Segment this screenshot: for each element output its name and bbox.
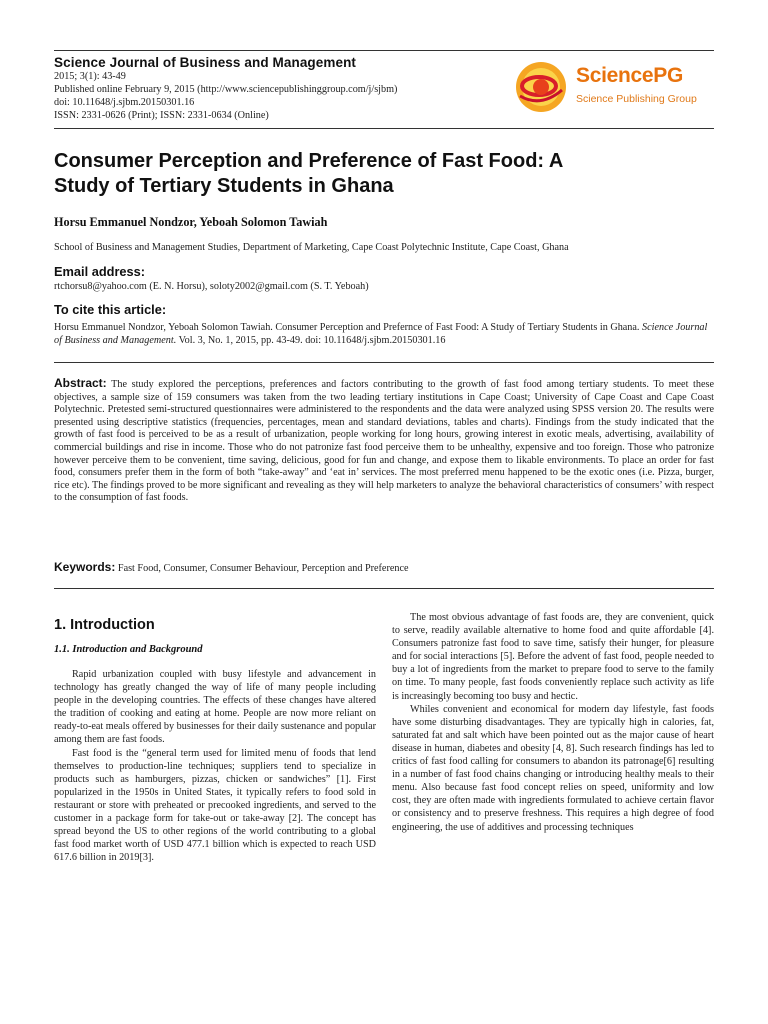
keywords-text: Fast Food, Consumer, Consumer Behaviour, Perception and Preference [117, 563, 409, 574]
paragraph: The most obvious advantage of fast foods are, they are convenient, quick to serve, readily available alternative to home food and quite affordable [4]. Consumers patronize fast food to save time, satisfy their hunger, for pleasure and for social interactions [5]. Before the advent of fast food, people needed to buy a lot of ingredients from the market to prepare food to serve to the family on time. To many people, fast foods conveniently replace such activity as life is increasingly becoming too busy and hectic. [392, 612, 714, 702]
cite-heading: To cite this article: [54, 302, 167, 317]
authors: Horsu Emmanuel Nondzor, Yeboah Solomon Tawiah [54, 215, 328, 229]
title-line-1: Consumer Perception and Preference of Fast Food: A [54, 150, 564, 172]
logo-brand: SciencePG [576, 64, 684, 87]
doi-line: doi: 10.11648/j.sjbm.20150301.16 [54, 97, 195, 108]
title-line-2: Study of Tertiary Students in Ghana [54, 175, 394, 197]
keywords [54, 560, 409, 574]
sciencepg-logo-icon [514, 60, 568, 114]
citation [54, 321, 714, 347]
keywords-bottom-rule [54, 588, 714, 589]
affiliation: School of Business and Management Studies, Department of Marketing, Cape Coast Polytechnic Institute, Cape Coast, Ghana [54, 242, 569, 253]
keywords-label: Keywords: [54, 560, 116, 574]
header-rule [54, 128, 714, 129]
section-heading: 1. Introduction [54, 617, 155, 633]
paragraph: Rapid urbanization coupled with busy lifestyle and advancement in technology has greatly changed the way of life of many people including people in the developing countries. The effects of these changes have altered the tradition of cooking and eating at home. People are now more reliant on ready-to-eat meals offered by businesses for their daily sustenance and popular among them are fast foods. [54, 669, 376, 746]
published-online: Published online February 9, 2015 (http://www.sciencepublishinggroup.com/j/sjbm) [54, 84, 398, 95]
paragraph: Whiles convenient and economical for modern day lifestyle, fast foods have some disturbing disadvantages. They are typically high in calories, fat, saturated fat and salt which have been pointed out as the major cause of heart disease in human, diabetes and obesity [4, 8]. Such research findings has led to critics of fast food calling for consumers to abandon its patronage[6] resulting in a number of fast food chains changing or introducing healthy meals to their menu. Also because fast food concept relies on speed, uniformity and low cost, they are often made with ingredients formulated to achieve certain flavor or consistency and to preserve freshness. This requires a high degree of food engineering, the use of additives and processing techniques [392, 703, 714, 833]
email-heading: Email address: [54, 264, 146, 279]
citation-text: Horsu Emmanuel Nondzor, Yeboah Solomon Tawiah. Consumer Perception and Prefernce of Fast Food: A Study of Tertiary Students in Ghana. [54, 322, 643, 333]
journal-name: Science Journal of Business and Management [54, 55, 357, 70]
issue-info: 2015; 3(1): 43-49 [54, 71, 126, 82]
right-column [392, 611, 714, 834]
abstract-top-rule [54, 362, 714, 363]
left-column [54, 668, 376, 864]
article-title [54, 149, 714, 199]
citation-journal: Science Journal of Business and Management. [54, 322, 708, 346]
abstract [54, 377, 714, 505]
citation-details: Vol. 3, No. 1, 2015, pp. 43-49. doi: 10.11648/j.sjbm.20150301.16 [176, 335, 446, 346]
abstract-text: The study explored the perceptions, preferences and factors contributing to the growth of fast food among tertiary students. To meet these objectives, a sample size of 159 consumers was taken from the two leading tertiary institutions in Cape Coast; University of Cape Coast and Cape Coast Polytechnic. Pretested semi-structured questionnaires were administered to the respondents and the data were analyzed using SPSS version 20. The results were presented using descriptive statistics (frequencies, percentages, mean and standard deviations, tables and charts). Findings from the study indicated that the growth of fast food is perceived to be as a result of urbanization, people working for long hours, growing interest in exotic meals, advertising, availability of commercial buildings and rise in income. Those who do not patronize fast food perceive them to be unhealthy, expensive and too foreign. Those who patronize however perceive them to be convenient, time saving, delicious, good for fun and change, and expose them to likable environments. To place an order for fast food, consumers prefer them in the form of both “take-away” and ‘eat in’ services. The most preferred menu happened to be the exotic ones (i.e. Pizza, burger, rice etc). The findings proved to be more significant and revealing as they will help marketers to analyze the behavioral characteristics of consumers’ with respect to the consumption of fast foods. [54, 379, 714, 504]
issn-line: ISSN: 2331-0626 (Print); ISSN: 2331-0634 (Online) [54, 110, 269, 121]
sciencepg-logo [514, 58, 714, 114]
subsection-heading: 1.1. Introduction and Background [54, 644, 203, 655]
top-rule [54, 50, 714, 51]
abstract-label: Abstract: [54, 376, 107, 390]
email-addresses: rtchorsu8@yahoo.com (E. N. Horsu), soloty2002@gmail.com (S. T. Yeboah) [54, 281, 369, 292]
logo-subtitle: Science Publishing Group [576, 93, 697, 105]
paragraph: Fast food is the “general term used for limited menu of foods that lend themselves to production-line techniques; suppliers tend to specialize in products such as hamburgers, pizzas, chicken or sandwiches” [1]. First popularized in the 1950s in United States, it typically refers to food sold in restaurant or store with preheated or precooked ingredients, and served to the customer in a package form for take-out or take-away [2]. The concept has spread beyond the US to other regions of the world contributing to a global fast food market worth of USD 477.1 billion which is expected to reach USD 617.6 billion in 2019[3]. [54, 747, 376, 864]
